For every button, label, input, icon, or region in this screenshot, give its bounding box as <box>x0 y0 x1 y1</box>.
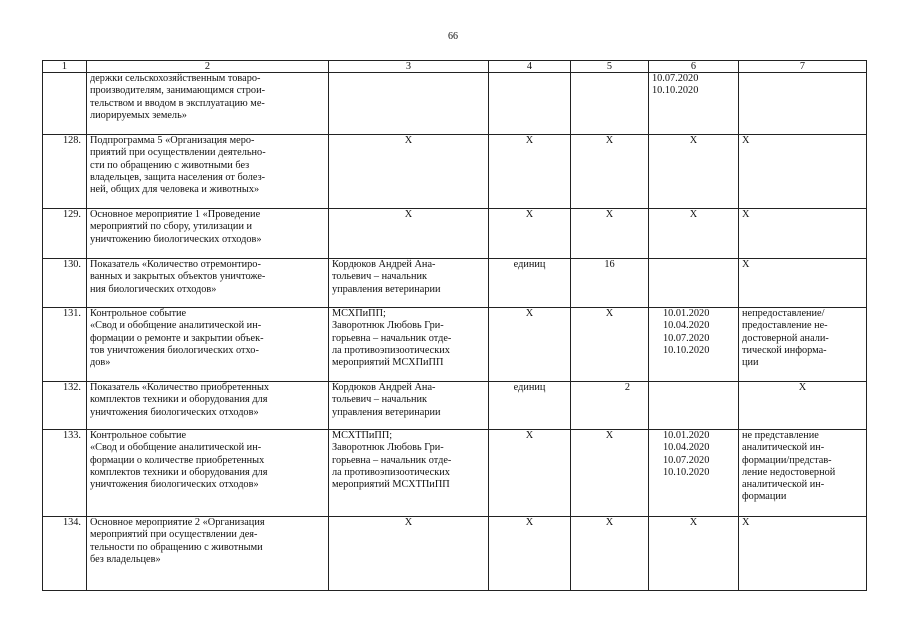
table-row <box>43 259 867 308</box>
plan-table <box>42 60 867 591</box>
row-dates <box>649 382 739 430</box>
table-row <box>43 209 867 259</box>
row-number: 133. <box>43 430 87 517</box>
row-responsible: МСХПиПП; Заворотнюк Любовь Гри- горьевна – начальник отде- ла противоэпизоотических мероприятий МСХПиПП <box>329 308 489 382</box>
row-name: Основное мероприятие 1 «Проведение мероприятий по сбору, утилизации и уничтожению биологических отходов» <box>87 209 329 259</box>
table-row <box>43 308 867 382</box>
row-name: Основное мероприятие 2 «Организация мероприятий при осуществлении дея- тельности по обращению с животными без владельцев» <box>87 517 329 591</box>
row-dates: X <box>649 517 739 591</box>
column-number-3: 3 <box>329 61 489 73</box>
column-number-7: 7 <box>739 61 867 73</box>
table-row <box>43 382 867 430</box>
row-responsible: Кордюков Андрей Ана- тольевич – начальник управления ветеринарии <box>329 382 489 430</box>
row-value: 2 <box>571 382 649 430</box>
row-unit: X <box>489 430 571 517</box>
row-value: X <box>571 135 649 209</box>
row-responsible: X <box>329 517 489 591</box>
column-number-4: 4 <box>489 61 571 73</box>
row-value: X <box>571 308 649 382</box>
row-value: X <box>571 430 649 517</box>
row-responsible: Кордюков Андрей Ана- тольевич – начальник управления ветеринарии <box>329 259 489 308</box>
column-number-5: 5 <box>571 61 649 73</box>
row-note: X <box>739 209 867 259</box>
table-header-row <box>43 61 867 73</box>
row-dates: X <box>649 135 739 209</box>
row-unit: X <box>489 209 571 259</box>
row-name: Контрольное событие «Свод и обобщение аналитической ин- формации о ремонте и закрытии объек- тов уничтожения биологических отхо- дов» <box>87 308 329 382</box>
row-number: 128. <box>43 135 87 209</box>
table-row <box>43 430 867 517</box>
column-number-6: 6 <box>649 61 739 73</box>
row-number: 130. <box>43 259 87 308</box>
row-dates: 10.07.2020 10.10.2020 <box>649 73 739 135</box>
row-responsible: X <box>329 135 489 209</box>
table-row <box>43 135 867 209</box>
row-note <box>739 73 867 135</box>
row-responsible: X <box>329 209 489 259</box>
row-unit: единиц <box>489 259 571 308</box>
row-value: X <box>571 209 649 259</box>
row-name: Показатель «Количество отремонтиро- ванных и закрытых объектов уничтоже- ния биологических отходов» <box>87 259 329 308</box>
row-dates: X <box>649 209 739 259</box>
row-note: непредоставление/ предоставление не- достоверной анали- тической информа- ции <box>739 308 867 382</box>
column-number-2: 2 <box>87 61 329 73</box>
page-number: 66 <box>448 31 458 42</box>
row-number <box>43 73 87 135</box>
row-unit: X <box>489 517 571 591</box>
row-number: 134. <box>43 517 87 591</box>
row-name: Подпрограмма 5 «Организация меро- приятий при осуществлении деятельно- сти по обращению с животными без владельцев, защита населения от болез- ней, общих для человека и животных» <box>87 135 329 209</box>
row-unit <box>489 73 571 135</box>
row-dates <box>649 259 739 308</box>
row-value: X <box>571 517 649 591</box>
row-name: держки сельскохозяйственным товаро- производителям, занимающимся строи- тельством и вводом в эксплуатацию ме- лиорируемых земель» <box>87 73 329 135</box>
row-name: Показатель «Количество приобретенных комплектов техники и оборудования для уничтожения биологических отходов» <box>87 382 329 430</box>
row-number: 129. <box>43 209 87 259</box>
row-number: 132. <box>43 382 87 430</box>
row-note: X <box>739 259 867 308</box>
row-number: 131. <box>43 308 87 382</box>
row-dates: 10.01.2020 10.04.2020 10.07.2020 10.10.2020 <box>649 430 739 517</box>
row-unit: единиц <box>489 382 571 430</box>
column-number-1: 1 <box>43 61 87 73</box>
row-value: 16 <box>571 259 649 308</box>
row-responsible: МСХТПиПП; Заворотнюк Любовь Гри- горьевна – начальник отде- ла противоэпизоотических мероприятий МСХТПиПП <box>329 430 489 517</box>
table-row <box>43 73 867 135</box>
row-note: X <box>739 135 867 209</box>
row-note: не представление аналитической ин- формации/представ- ление недостоверной аналитической ин- формации <box>739 430 867 517</box>
row-note: X <box>739 517 867 591</box>
row-name: Контрольное событие «Свод и обобщение аналитической ин- формации о количестве приобретенных комплектов техники и оборудования для уничтожения биологических отходов» <box>87 430 329 517</box>
row-unit: X <box>489 135 571 209</box>
row-value <box>571 73 649 135</box>
table-row <box>43 517 867 591</box>
row-unit: X <box>489 308 571 382</box>
row-dates: 10.01.2020 10.04.2020 10.07.2020 10.10.2020 <box>649 308 739 382</box>
row-responsible <box>329 73 489 135</box>
row-note: X <box>739 382 867 430</box>
